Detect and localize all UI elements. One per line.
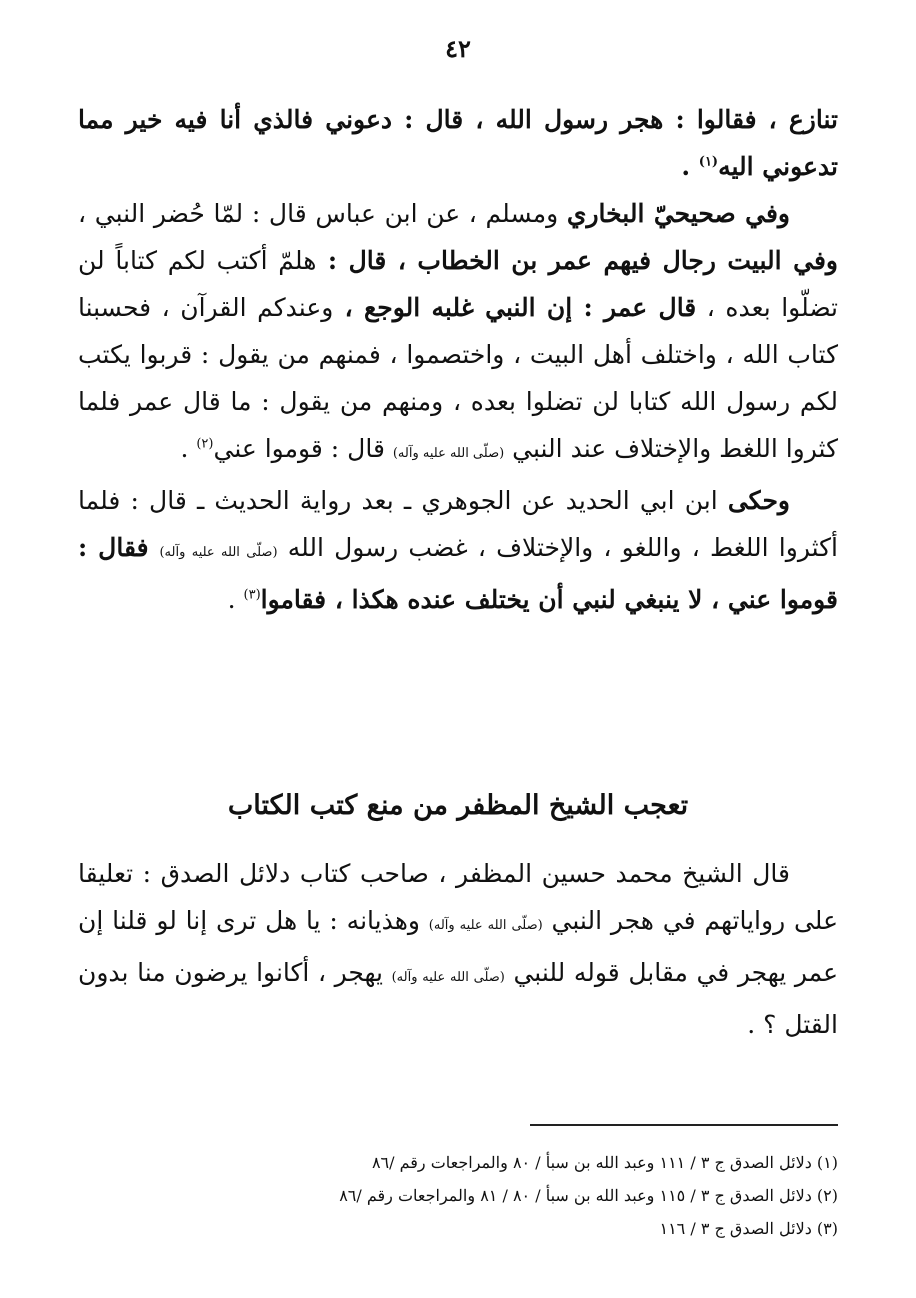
paragraph-3-text-a: ابن ابي الحديد عن الجوهري ـ بعد رواية الحديث ـ قال : فلما أكثروا اللغط ، واللغو ، والإختلاف ، غضب رسول الله [78,486,839,562]
paragraph-2-lead: وفي صحيحيّ البخاري [566,199,790,228]
footnote-ref-2: (٢) [196,436,214,452]
salawat-phrase: (صلّى الله عليه وآله) [159,545,278,560]
paragraph-2-end: . [180,434,197,463]
salawat-phrase: (صلّى الله عليه وآله) [392,446,505,461]
salawat-phrase: (صلّى الله عليه وآله) [428,918,543,933]
section-text-a: قال الشيخ محمد حسين المظفر ، صاحب كتاب دلائل الصدق : تعليقا على رواياتهم في هجر النبي [78,859,838,935]
paragraph-2-text-b: وفي البيت رجال فيهم عمر بن الخطاب ، قال : [316,246,838,275]
paragraph-2-text-a: ومسلم ، عن ابن عباس قال : لمّا حُضر النبي ، [78,199,567,228]
footnotes [78,1146,838,1245]
paragraph-2-text-c: هلمّ أكتب لكم كتاباً لن تضلّوا بعده ، [78,246,838,322]
section-heading: تعجب الشيخ المظفر من منع كتب الكتاب [227,790,689,821]
paragraph-3-end: . [227,585,244,614]
paragraph-3-lead: وحكى [727,486,790,515]
section-text-c: يهجر ، أكانوا يرضون منا بدون القتل ؟ . [78,958,838,1039]
section-text-b: وهذيانه : يا هل ترى إنا لو قلنا إن عمر يهجر في مقابل قوله للنبي [78,906,839,987]
paragraph-3 [78,477,838,623]
paragraph-2 [78,190,838,477]
section-paragraph [78,850,838,1048]
footnote-ref-1: (١) [698,154,719,170]
footnote-2: (٢) دلائل الصدق ج ٣ / ١١٥ وعبد الله بن سبأ / ٨٠ / ٨١ والمراجعات رقم /٨٦ [339,1186,838,1205]
footnote-divider [530,1124,838,1126]
footnote-3: (٣) دلائل الصدق ج ٣ / ١١٦ [659,1219,838,1238]
paragraph-2-text-f: قال : قوموا عني [213,434,393,463]
main-text [78,96,838,623]
salawat-phrase: (صلّى الله عليه وآله) [391,970,505,985]
paragraph-1-text: تنازع ، فقالوا : هجر رسول الله ، قال : دعوني فالذي أنا فيه خير مما تدعوني اليه [78,105,838,181]
page-number: ٤٢ [445,34,471,63]
paragraph-1-end: . [681,152,699,181]
paragraph-3-text-b: فقال : قوموا عني ، لا ينبغي لنبي أن يختلف عنده هكذا ، فقاموا [78,533,838,614]
section-text [78,850,838,1048]
paragraph-2-text-d: قال عمر : إن النبي غلبه الوجع ، [333,293,697,322]
footnote-1: (١) دلائل الصدق ج ٣ / ١١١ وعبد الله بن سبأ / ٨٠ والمراجعات رقم /٨٦ [371,1153,838,1172]
footnote-ref-3: (٣) [243,587,261,603]
paragraph-2-text-e: وعندكم القرآن ، فحسبنا كتاب الله ، واختلف أهل البيت ، واختصموا ، فمنهم من يقول : قربوا يكتب لكم رسول الله كتابا لن تضلوا بعده ، ومنهم من يقول : ما قال عمر فلما كثروا اللغط والإختلاف عند النبي [78,293,838,463]
paragraph-1 [78,96,838,190]
